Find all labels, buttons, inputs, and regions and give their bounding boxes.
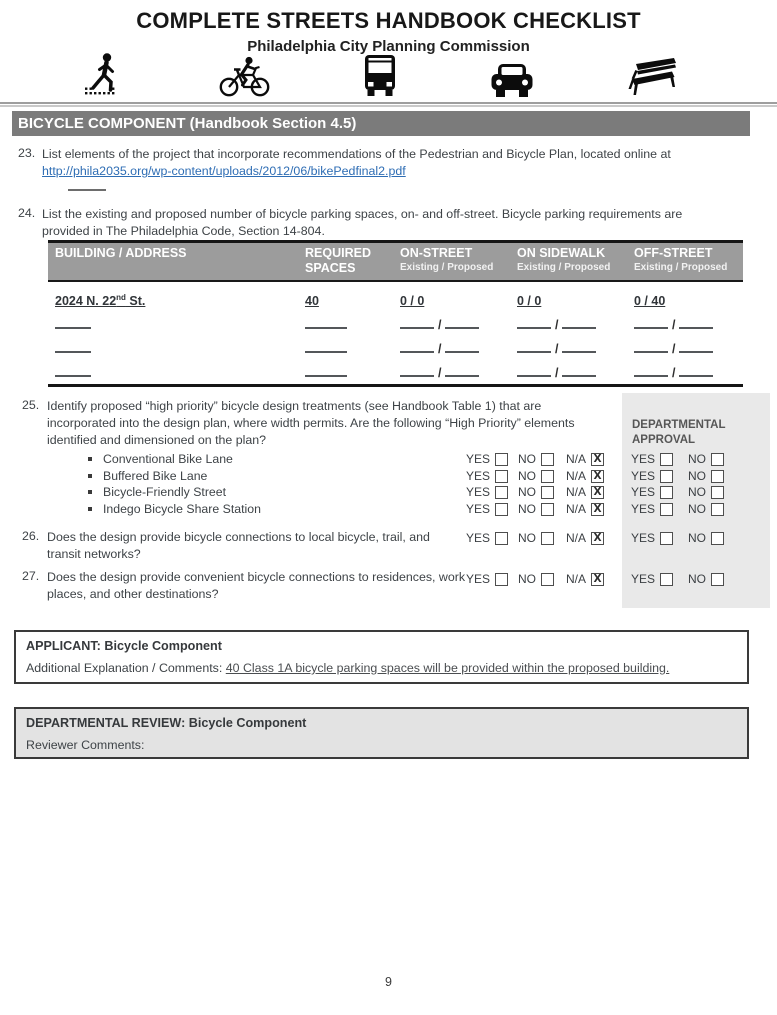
bullet-icon	[88, 490, 92, 494]
cell-required: 40	[305, 294, 319, 308]
yes-checkbox[interactable]	[495, 503, 508, 516]
dept-yes-checkbox[interactable]	[660, 532, 673, 545]
table-row: / / /	[48, 336, 743, 360]
dept-yes-checkbox[interactable]	[660, 470, 673, 483]
q25-item-row	[0, 468, 777, 485]
table-row: / / /	[48, 360, 743, 384]
q27-text: Does the design provide convenient bicycle connections to residences, work places, and other destinations?	[47, 570, 466, 601]
yes-checkbox[interactable]	[495, 486, 508, 499]
dept-yes-checkbox[interactable]	[660, 486, 673, 499]
q24-number: 24.	[18, 206, 36, 220]
na-checkbox[interactable]: X	[591, 486, 604, 499]
dept-no-checkbox[interactable]	[711, 470, 724, 483]
no-checkbox[interactable]	[541, 573, 554, 586]
no-checkbox[interactable]	[541, 532, 554, 545]
item-label: Buffered Bike Lane	[103, 469, 208, 483]
q26-applicant-checks: YES NO N/A X	[466, 531, 620, 545]
bench-icon	[626, 57, 682, 103]
col-required-spaces: REQUIRED SPACES	[305, 246, 371, 275]
table-row	[48, 282, 743, 312]
q27-applicant-checks: YES NO N/A X	[466, 572, 620, 586]
applicant-comments-value: 40 Class 1A bicycle parking spaces will be provided within the proposed building.	[225, 661, 670, 675]
bicyclist-icon	[218, 56, 272, 103]
cell-off-street: 0 / 40	[634, 294, 666, 308]
dept-no-checkbox[interactable]	[711, 486, 724, 499]
no-checkbox[interactable]	[541, 470, 554, 483]
dept-checks: YES NO	[631, 452, 738, 466]
item-label: Conventional Bike Lane	[103, 452, 233, 466]
q27-dept-checks: YES NO	[631, 572, 738, 586]
q23-answer-blank	[68, 189, 106, 191]
applicant-box-title: APPLICANT: Bicycle Component	[26, 639, 222, 653]
header-divider	[0, 102, 777, 108]
dept-no-checkbox[interactable]	[711, 573, 724, 586]
page-title: COMPLETE STREETS HANDBOOK CHECKLIST	[136, 8, 641, 33]
departmental-approval-label: DEPARTMENTAL APPROVAL	[632, 419, 726, 446]
review-box-title: DEPARTMENTAL REVIEW: Bicycle Component	[26, 716, 307, 730]
yes-checkbox[interactable]	[495, 573, 508, 586]
dept-checks: YES NO	[631, 502, 738, 516]
page-subtitle: Philadelphia City Planning Commission	[247, 38, 530, 55]
yes-checkbox[interactable]	[495, 470, 508, 483]
applicant-comments-box	[14, 630, 749, 684]
q26-number: 26.	[22, 529, 40, 543]
dept-yes-checkbox[interactable]	[660, 573, 673, 586]
bike-ped-plan-link[interactable]: http://phila2035.org/wp-content/uploads/2012/06/bikePedfinal2.pdf	[42, 164, 406, 178]
q25-text: Identify proposed “high priority” bicycle design treatments (see Handbook Table 1) that are incorporated into the design plan, where width permits. Are the following “High Priority” elements identified and dimensioned on the plan?	[47, 399, 575, 447]
applicant-checks: YES NO N/A X	[466, 485, 620, 499]
q25-item-row	[0, 501, 777, 518]
applicant-checks: YES NO N/A X	[466, 469, 620, 483]
col-building-address: BUILDING / ADDRESS	[55, 246, 187, 260]
na-checkbox[interactable]: X	[591, 503, 604, 516]
bullet-icon	[88, 507, 92, 511]
car-icon	[489, 62, 535, 103]
cell-address: 2024 N. 22nd St.	[55, 292, 146, 308]
table-header-row	[48, 243, 743, 282]
no-checkbox[interactable]	[541, 453, 554, 466]
na-checkbox[interactable]: X	[591, 573, 604, 586]
dept-checks: YES NO	[631, 485, 738, 499]
dept-yes-checkbox[interactable]	[660, 503, 673, 516]
na-checkbox[interactable]: X	[591, 532, 604, 545]
cell-on-street: 0 / 0	[400, 294, 425, 308]
no-checkbox[interactable]	[541, 503, 554, 516]
dept-no-checkbox[interactable]	[711, 453, 724, 466]
dept-no-checkbox[interactable]	[711, 532, 724, 545]
q25-number: 25.	[22, 398, 40, 412]
page-number: 9	[385, 975, 392, 989]
bicycle-parking-table	[48, 240, 743, 387]
applicant-comments-line: Additional Explanation / Comments: 40 Class 1A bicycle parking spaces will be provided within the proposed building.	[26, 661, 670, 675]
item-label: Indego Bicycle Share Station	[103, 502, 261, 516]
departmental-review-box	[14, 707, 749, 759]
dept-yes-checkbox[interactable]	[660, 453, 673, 466]
reviewer-comments-label: Reviewer Comments:	[26, 738, 145, 752]
yes-checkbox[interactable]	[495, 532, 508, 545]
applicant-checks: YES NO N/A X	[466, 452, 620, 466]
col-on-street: ON-STREET Existing / Proposed	[400, 246, 494, 273]
bus-icon	[363, 54, 397, 103]
applicant-checks: YES NO N/A X	[466, 502, 620, 516]
q23-number: 23.	[18, 146, 36, 160]
q25-item-row	[0, 451, 777, 468]
q27-number: 27.	[22, 569, 40, 583]
q25-item-row	[0, 484, 777, 501]
q23-text: List elements of the project that incorporate recommendations of the Pedestrian and Bicycle Plan, located online at http://phila2035.org/wp-content/uploads/2012/06/bikePedfinal2.pdf	[42, 147, 671, 178]
pedestrian-icon	[82, 51, 126, 103]
na-checkbox[interactable]: X	[591, 453, 604, 466]
table-row: / / /	[48, 312, 743, 336]
no-checkbox[interactable]	[541, 486, 554, 499]
col-on-sidewalk: ON SIDEWALK Existing / Proposed	[517, 246, 611, 273]
q26-text: Does the design provide bicycle connections to local bicycle, trail, and transit networks?	[47, 530, 430, 561]
section-header: BICYCLE COMPONENT (Handbook Section 4.5)	[12, 111, 750, 136]
cell-on-sidewalk: 0 / 0	[517, 294, 542, 308]
item-label: Bicycle-Friendly Street	[103, 485, 227, 499]
bullet-icon	[88, 457, 92, 461]
bullet-icon	[88, 474, 92, 478]
q26-dept-checks: YES NO	[631, 531, 738, 545]
mode-icons-row	[82, 57, 682, 103]
dept-checks: YES NO	[631, 469, 738, 483]
yes-checkbox[interactable]	[495, 453, 508, 466]
col-off-street: OFF-STREET Existing / Proposed	[634, 246, 728, 273]
q24-text: List the existing and proposed number of bicycle parking spaces, on- and off-street. Bicycle parking requirements are provided in The Philadelphia Code, Section 14-804.	[42, 207, 683, 238]
dept-no-checkbox[interactable]	[711, 503, 724, 516]
na-checkbox[interactable]: X	[591, 470, 604, 483]
